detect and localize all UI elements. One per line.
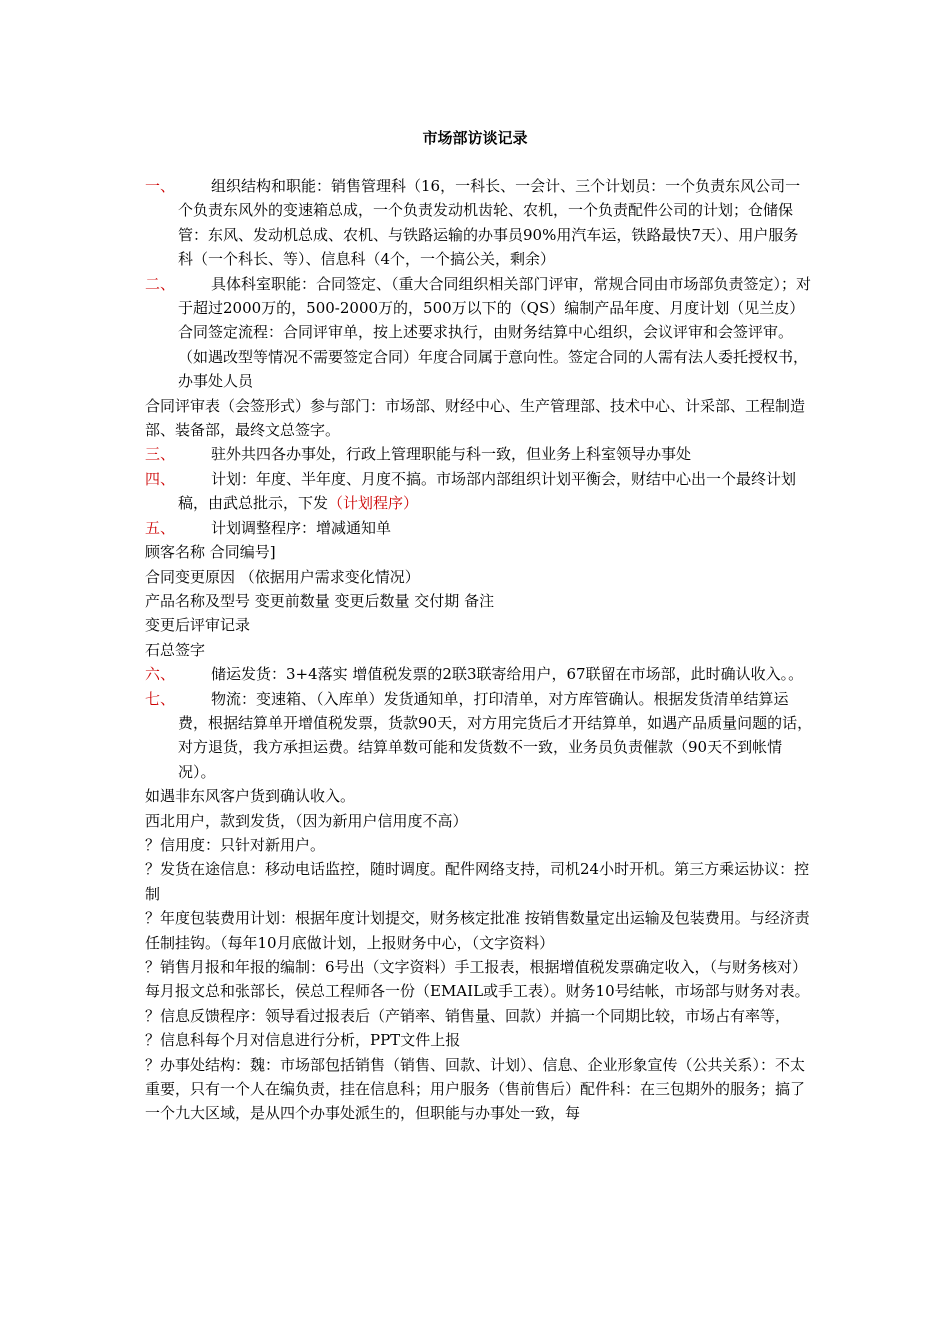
section-text: 具体科室职能：合同签定、（重大合同组织相关部门评审，常规合同由市场部负责签定）；对于超过2000万的，500-2000万的，500万以下的（QS）编制产品年度、月度计划（见兰皮）合同签定流程：合同评审单，按上述要求执行，由财务结算中心组织，会议评审和会签评审。（如遇改型等情况不需要签定合同）年度合同属于意向性。签定合同的人需有法人委托授权书，办事处人员 <box>178 274 812 391</box>
form-line: 变更后评审记录 <box>145 616 251 635</box>
section-number: 三、 <box>145 445 176 464</box>
section-number: 七、 <box>145 689 176 708</box>
paragraph: 如遇非东风客户货到确认收入。 <box>145 787 356 806</box>
section-item-5 <box>145 516 813 540</box>
form-line: 产品名称及型号 变更前数量 变更后数量 交付期 备注 <box>145 591 495 610</box>
section-text: 驻外共四各办事处，行政上管理职能与科一致，但业务上科室领导办事处 <box>211 445 692 464</box>
paragraph: ？销售月报和年报的编制：6号出（文字资料）手工报表，根据增值税发票确定收入，（与财务核对）每月报文总和张部长，侯总工程师各一份（EMAIL或手工表）。财务10号结帐，市场部与财务对表。 <box>145 958 810 1001</box>
paragraph: ？年度包装费用计划：根据年度计划提交，财务核定批准 按销售数量定出运输及包装费用。与经济责任制挂钩。（每年10月底做计划，上报财务中心，（文字资料） <box>145 909 810 952</box>
paragraph: ？信息科每个月对信息进行分析，PPT文件上报 <box>145 1031 461 1050</box>
section-item-4 <box>145 467 813 516</box>
section-item-7 <box>145 687 813 785</box>
section-text: 储运发货：3+4落实 增值税发票的2联3联寄给用户，67联留在市场部，此时确认收入。。 <box>211 665 804 684</box>
paragraph: ？发货在途信息：移动电话监控，随时调度。配件网络支持，司机24小时开机。第三方乘运协议：控制 <box>145 860 810 903</box>
form-line: 石总签字 <box>145 640 206 659</box>
paragraph: 西北用户，款到发货，（因为新用户信用度不高） <box>145 811 468 830</box>
paragraph-review-form: 合同评审表（会签形式）参与部门：市场部、财经中心、生产管理部、技术中心、计采部、工程制造部、装备部，最终文总签字。 <box>145 396 806 440</box>
section-item-2 <box>145 272 813 394</box>
section-item-6 <box>145 662 813 686</box>
document-body <box>145 174 813 1126</box>
highlight-text: （计划程序） <box>328 494 419 513</box>
paragraph: ？信息反馈程序：领导看过报表后（产销率、销售量、回款）并搞一个同期比较，市场占有率等， <box>145 1006 791 1025</box>
form-line: 顾客名称 合同编号] <box>145 543 276 562</box>
section-number: 五、 <box>145 518 176 537</box>
section-number: 六、 <box>145 665 176 684</box>
paragraph: ？信用度：只针对新用户。 <box>145 835 326 854</box>
document-title: 市场部访谈记录 <box>422 129 528 147</box>
section-item-3 <box>145 442 813 466</box>
section-number: 二、 <box>145 274 176 293</box>
section-item-1 <box>145 174 813 272</box>
form-line: 合同变更原因 （依据用户需求变化情况） <box>145 567 420 586</box>
section-text: 组织结构和职能：销售管理科（16，一科长、一会计、三个计划员：一个负责东风公司一个负责东风外的变速箱总成，一个负责发动机齿轮、农机，一个负责配件公司的计划；仓储保管：东风、发动机总成、农机、与铁路运输的办事员90%用汽车运，铁路最快7天）、用户服务科（一个科长、等）、信息科（4个，一个搞公关，剩余） <box>178 177 801 269</box>
section-text: 计划：年度、半年度、月度不搞。市场部内部组织计划平衡会，财结中心出一个最终计划稿，由武总批示，下发 <box>178 469 797 513</box>
section-number: 四、 <box>145 469 176 488</box>
section-number: 一、 <box>145 177 176 195</box>
section-text: 物流：变速箱、（入库单）发货通知单，打印清单，对方库管确认。根据发货清单结算运费，根据结算单开增值税发票，货款90天，对方用完货后才开结算单，如遇产品质量问题的话，对方退货，我方承担运费。结算单数可能和发货数不一致，业务员负责催款（90天不到帐情况）。 <box>178 689 813 781</box>
paragraph: ？办事处结构：魏：市场部包括销售（销售、回款、计划）、信息、企业形象宣传（公共关系）：不太重要，只有一个人在编负责，挂在信息科；用户服务（售前售后）配件科：在三包期外的服务；搞了一个九大区域，是从四个办事处派生的，但职能与办事处一致，每 <box>145 1055 806 1123</box>
section-text: 计划调整程序：增减通知单 <box>211 518 392 537</box>
